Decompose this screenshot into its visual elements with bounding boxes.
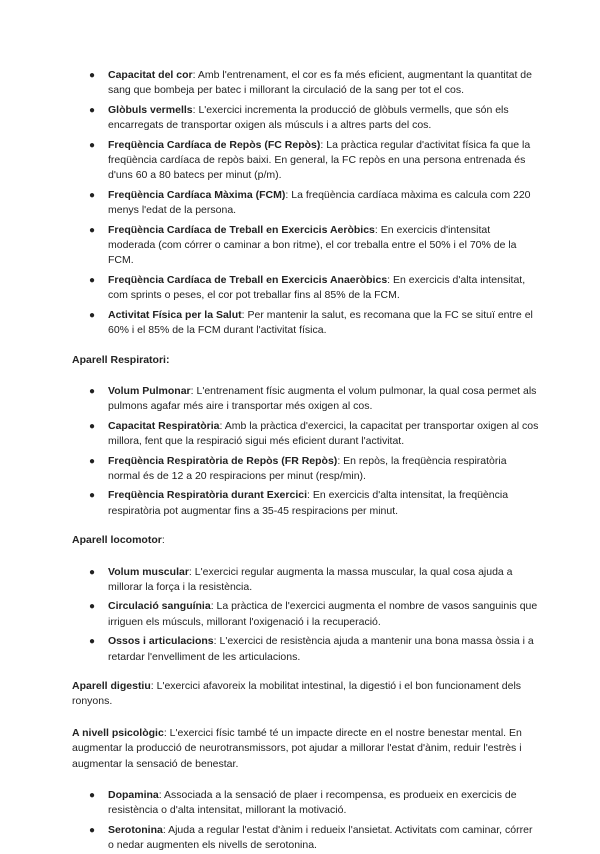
list-item	[72, 308, 540, 339]
bullet-icon: ●	[89, 420, 96, 432]
paragraph-text: : L'exercici afavoreix la mobilitat intestinal, la digestió i el bon funcionament dels ronyons.	[72, 680, 522, 708]
list-item-text: : L'exercici regular augmenta la massa muscular, la qual cosa ajuda a millorar la força i la resistència.	[108, 565, 513, 593]
list-item-term: Freqüència Respiratòria de Repòs (FR Repòs)	[108, 454, 338, 467]
list-item-term: Freqüència Cardíaca de Treball en Exercicis Aeròbics	[108, 223, 375, 236]
list-item-term: Circulació sanguínia	[108, 600, 211, 613]
list-item-text: : La freqüència cardíaca màxima es calcula com 220 menys l'edat de la persona.	[108, 188, 531, 217]
list-item-term: Freqüència Cardíaca de Treball en Exercicis Anaeròbics	[108, 273, 388, 286]
list-item-term: Glòbuls vermells	[108, 103, 193, 116]
bullet-icon: ●	[89, 824, 96, 836]
paragraph-psicologic	[72, 726, 540, 772]
list-item	[72, 788, 540, 819]
bullet-icon: ●	[89, 636, 96, 648]
bullet-icon: ●	[89, 189, 96, 201]
list-item	[72, 68, 540, 99]
bullet-icon: ●	[89, 139, 96, 151]
list-item	[72, 188, 540, 219]
list-item	[72, 488, 540, 519]
bullet-icon: ●	[89, 70, 96, 81]
bullet-icon: ●	[89, 601, 96, 613]
list-item-text: : En exercicis d'alta intensitat, com sprints o peses, el cor pot treballar fins al 85% de la FCM.	[108, 273, 526, 302]
neurotransmitter-list	[72, 788, 540, 854]
list-item	[72, 273, 540, 304]
list-item-text: : L'exercici de resistència ajuda a mantenir una bona massa òssia i a retardar l'envelliment de les articulacions.	[108, 635, 534, 663]
list-item-text: : En exercicis d'alta intensitat, la freqüència respiratòria pot augmentar fins a 35-45 respiracions per minut.	[108, 489, 509, 517]
list-item-text: : Per mantenir la salut, es recomana que la FC se situï entre el 60% i el 85% de la FCM durant l'activitat física.	[108, 308, 533, 337]
paragraph-term: Aparell digestiu	[72, 680, 151, 692]
list-item-text: : La pràctica regular d'activitat física fa que la freqüència cardíaca de repòs baixi. En general, la FC repòs en una persona entrenada és d'uns 60 a 80 batecs per minut (p/m).	[108, 138, 531, 182]
cardio-list	[72, 68, 540, 339]
bullet-icon: ●	[89, 566, 96, 578]
list-item-term: Serotonina	[108, 823, 163, 836]
section-heading-rest: :	[161, 534, 165, 547]
section-heading-locomotor	[72, 533, 540, 548]
list-item	[72, 138, 540, 184]
list-item	[72, 599, 540, 630]
list-item	[72, 634, 540, 665]
list-item	[72, 823, 540, 854]
list-item-term: Freqüència Respiratòria durant Exercici	[108, 489, 307, 502]
bullet-icon: ●	[89, 274, 96, 286]
section-heading-term: Aparell locomotor	[72, 534, 162, 547]
section-heading-respiratori: Aparell Respiratori:	[72, 353, 170, 366]
bullet-icon: ●	[89, 224, 96, 236]
list-item-text: : En exercicis d'intensitat moderada (com córrer o caminar a bon ritme), el cor treballa entre el 50% i el 70% de la FCM.	[108, 223, 517, 267]
list-item-text: : Ajuda a regular l'estat d'ànim i redueix l'ansietat. Activitats com caminar, córrer o nedar augmenten els nivells de serotonina.	[108, 823, 533, 852]
bullet-icon: ●	[89, 309, 96, 321]
list-item-term: Capacitat del cor	[108, 69, 193, 81]
bullet-icon: ●	[89, 790, 96, 802]
respiratori-list	[72, 384, 540, 519]
list-item	[72, 103, 540, 134]
list-item-text: : Amb la pràctica d'exercici, la capacitat per transportar oxigen al cos millora, fent que la respiració sigui més eficient durant l'activitat.	[108, 419, 539, 448]
list-item-text: : L'entrenament físic augmenta el volum pulmonar, la qual cosa permet als pulmons agafar més aire i transportar més oxigen al cos.	[108, 384, 537, 413]
bullet-icon: ●	[89, 455, 96, 467]
bullet-icon: ●	[89, 385, 96, 397]
paragraph-term: A nivell psicològic	[72, 726, 164, 739]
list-item-term: Ossos i articulacions	[108, 635, 214, 648]
list-item-text: : Amb l'entrenament, el cor es fa més eficient, augmentant la quantitat de sang que bombeja per batec i millorant la circulació de la sang per tot el cos.	[108, 69, 532, 97]
list-item	[72, 384, 540, 415]
list-item-term: Activitat Física per la Salut	[108, 308, 242, 321]
list-item-term: Freqüència Cardíaca Màxima (FCM)	[108, 188, 286, 201]
list-item-term: Capacitat Respiratòria	[108, 419, 220, 432]
paragraph-text: : L'exercici físic també té un impacte directe en el nostre benestar mental. En augmentar la producció de neurotransmissors, pot ajudar a millorar l'estat d'ànim, reduir l'estrès i augmentar la sensació de benestar.	[72, 726, 522, 770]
list-item	[72, 454, 540, 485]
list-item-term: Volum muscular	[108, 565, 189, 578]
list-item	[72, 419, 540, 450]
list-item-text: : Associada a la sensació de plaer i recompensa, es produeix en exercicis de resistència o d'alta intensitat, millorant la motivació.	[108, 789, 517, 817]
list-item-term: Freqüència Cardíaca de Repòs (FC Repòs)	[108, 138, 321, 151]
paragraph-digestiu	[72, 679, 540, 710]
list-item-text: : L'exercici incrementa la producció de glòbuls vermells, que són els encarregats de transportar oxigen als músculs i a altres parts del cos.	[108, 103, 509, 132]
list-item	[72, 565, 540, 596]
list-item-text: : En repòs, la freqüència respiratòria normal és de 12 a 20 respiracions per minut (resp/min).	[108, 454, 507, 482]
locomotor-list	[72, 565, 540, 665]
list-item-term: Volum Pulmonar	[108, 384, 191, 397]
list-item-text: : La pràctica de l'exercici augmenta el nombre de vasos sanguinis que irriguen els músculs, millorant l'oxigenació i la recuperació.	[108, 600, 538, 628]
bullet-icon: ●	[89, 104, 96, 116]
bullet-icon: ●	[89, 490, 96, 502]
list-item-term: Dopamina	[108, 789, 159, 802]
list-item	[72, 223, 540, 269]
